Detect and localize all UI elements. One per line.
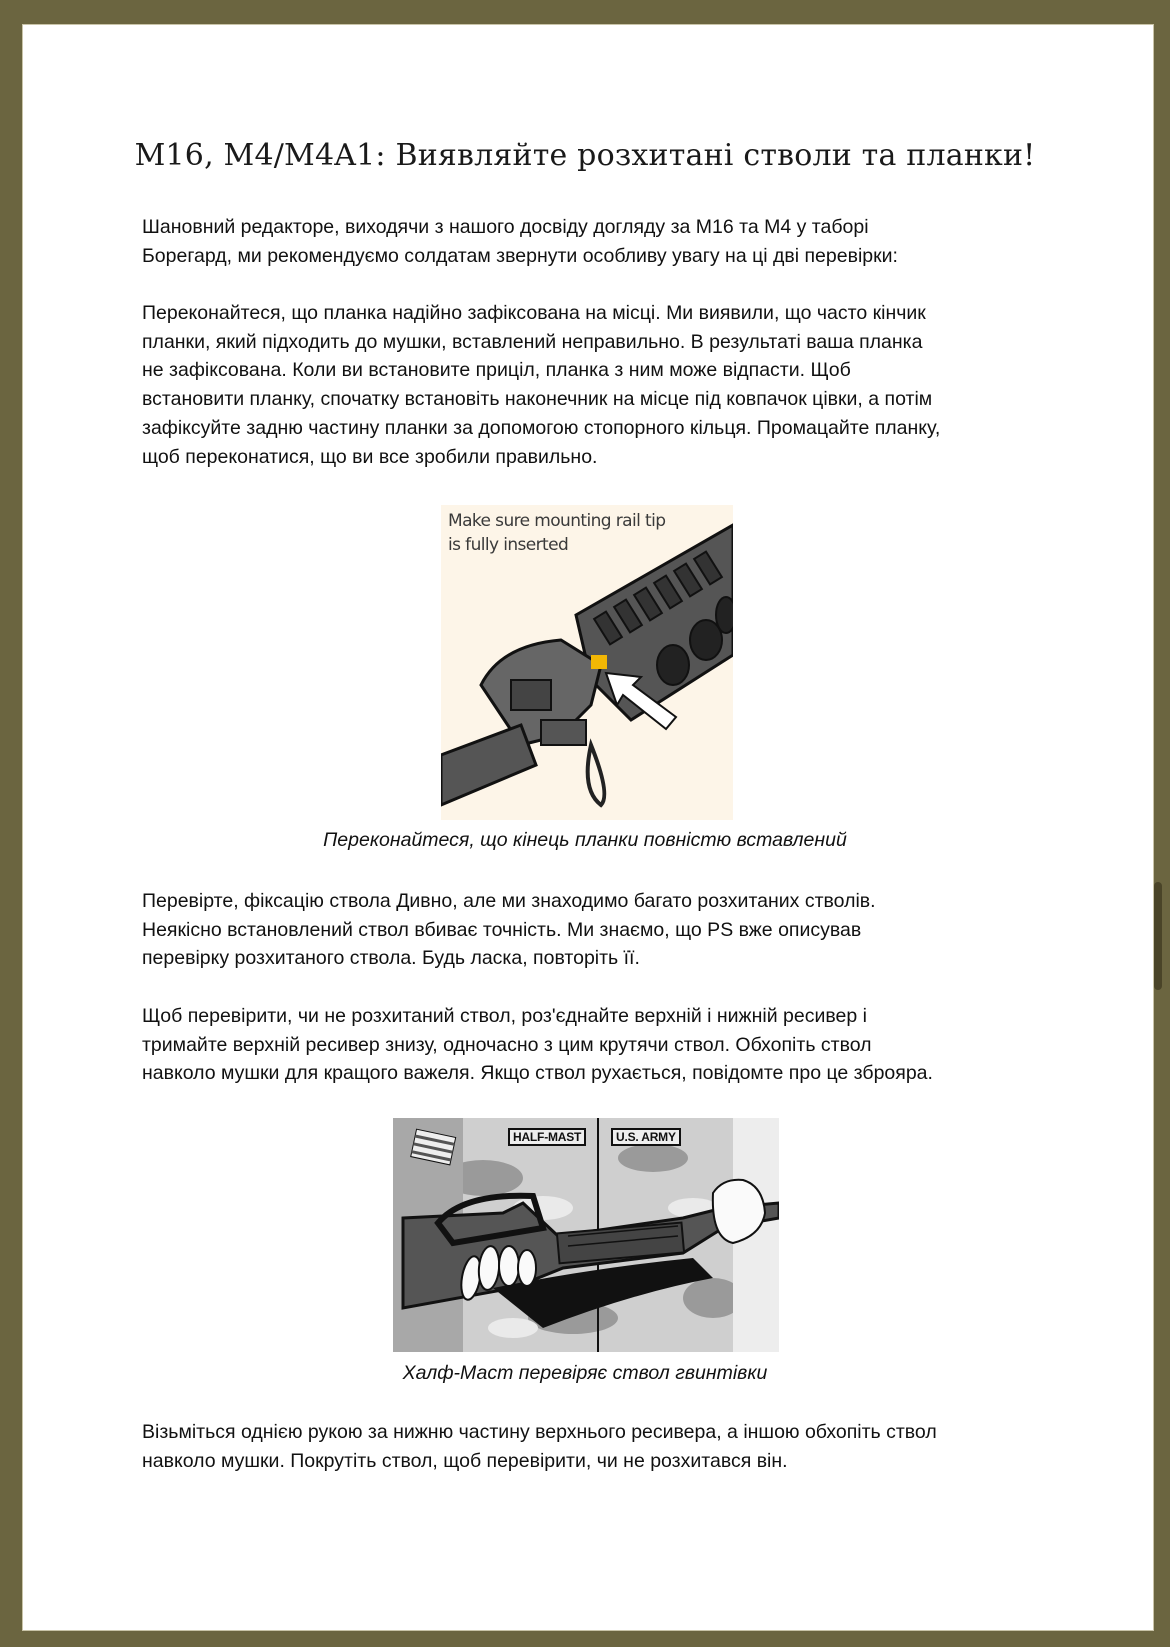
vertical-scrollbar[interactable]: [1153, 25, 1170, 1630]
article-title: M16, M4/M4A1: Виявляйте розхитані стволи та планки!: [134, 138, 1036, 173]
name-tag-us-army: U.S. ARMY: [611, 1128, 681, 1146]
half-mast-illustration: [393, 1118, 779, 1352]
scrollbar-thumb[interactable]: [1154, 882, 1162, 990]
figure2-caption: Халф-Маст перевіряє ствол гвинтівки: [402, 1362, 768, 1384]
barrel-paragraph: Перевірте, фіксацію ствола Дивно, але ми знаходимо багато розхитаних стволів. Неякісно встановлений ствол вбиває точність. Ми знаємо, що PS вже описував перевірку розхитаного ствола. Будь ласка, повторіть її.: [142, 890, 876, 970]
soldier-checking-barrel-drawing-icon: [393, 1118, 779, 1352]
illustration-label: Make sure mounting rail tip is fully inserted: [448, 511, 666, 555]
name-tag-half-mast: HALF-MAST: [508, 1128, 586, 1146]
rail-paragraph: Переконайтеся, що планка надійно зафіксована на місці. Ми виявили, що часто кінчик планки, який підходить до мушки, вставлений неправильно. В результаті ваша планка не зафіксована. Коли ви встановите приціл, планка з ним може відпасти. Щоб встановити планку, спочатку встановіть наконечник на місце під ковпачок цівки, а потім зафіксуйте задню частину планки за допомогою стопорного кільця. Промацайте планку, щоб переконатися, що ви все зробили правильно.: [142, 302, 941, 468]
figure1-caption: Переконайтеся, що кінець планки повністю вставлений: [323, 829, 847, 851]
rail-tip-highlight: [591, 655, 607, 669]
rail-tip-illustration: [441, 505, 733, 820]
check-paragraph: Щоб перевірити, чи не розхитаний ствол, роз'єднайте верхній і нижній ресивер і тримайте верхній ресивер знизу, одночасно з цим крутячи ствол. Обхопіть ствол навколо мушки для кращого важеля. Якщо ствол рухається, повідомте про це зброяра.: [142, 1005, 933, 1085]
intro-paragraph: Шановний редакторе, виходячи з нашого досвіду догляду за M16 та M4 у таборі Борегард, ми рекомендуємо солдатам звернути особливу увагу на ці дві перевірки:: [142, 216, 898, 267]
final-paragraph: Візьміться однією рукою за нижню частину верхнього ресивера, а іншою обхопіть ствол навколо мушки. Покрутіть ствол, щоб перевірити, чи не розхитався він.: [142, 1421, 937, 1472]
